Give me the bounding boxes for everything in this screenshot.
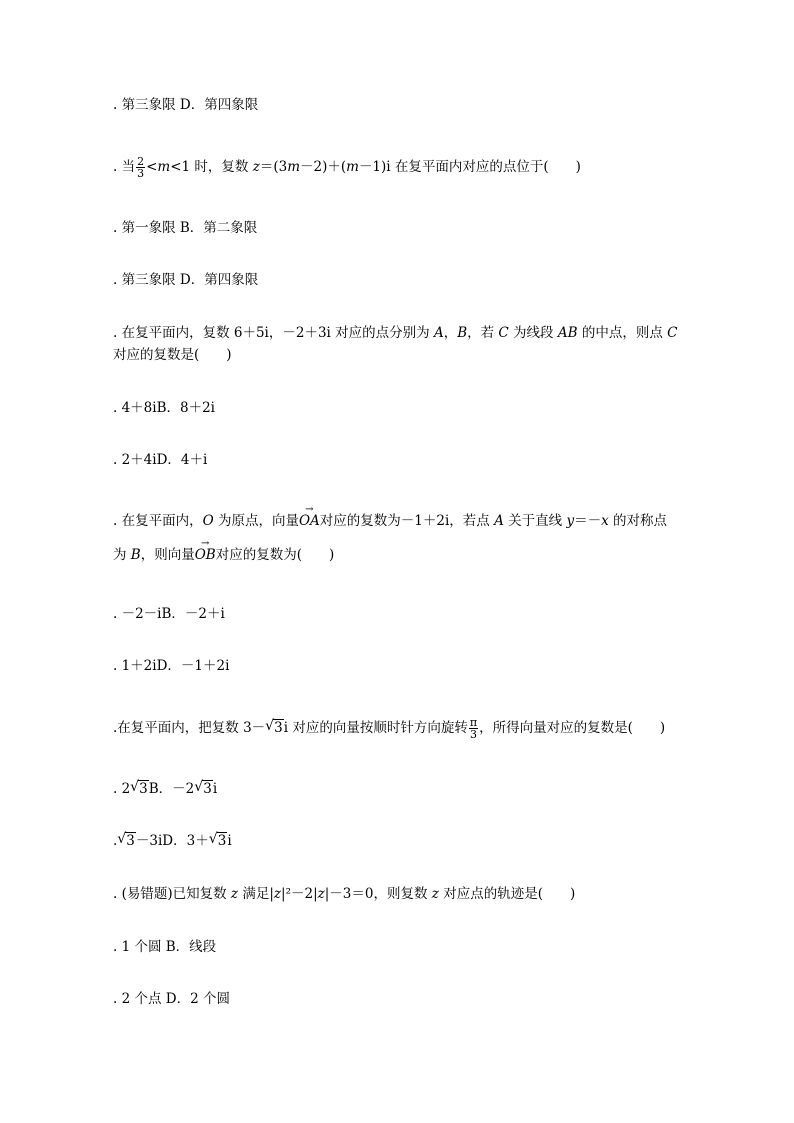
text-run: |－3＝0，则复数 <box>324 886 432 902</box>
radicand: 3 <box>126 833 135 849</box>
question-midpoint <box>113 323 677 343</box>
fraction-denominator: 3 <box>469 728 477 741</box>
question-locus <box>113 884 575 904</box>
text-run: . (易错题)已知复数 <box>113 886 231 902</box>
text-run: . <box>113 833 118 849</box>
options-line <box>113 831 232 851</box>
text-run: 关于直线 <box>503 513 567 529</box>
sqrt <box>265 718 284 738</box>
text-run: i 对应的向量按顺时针方向旋转 <box>283 720 468 736</box>
text-run: . 在复平面内， <box>113 513 203 529</box>
text-run: 的中点，则点 <box>577 325 668 341</box>
sqrt <box>117 831 136 851</box>
math-var: B <box>457 325 468 341</box>
text-run: .在复平面内，把复数 3－ <box>113 720 266 736</box>
radicand: 3 <box>274 720 283 736</box>
text-run: ， <box>443 325 458 341</box>
fraction-numerator: 2 <box>137 155 145 168</box>
text-run: < <box>146 159 158 175</box>
text-run: . 当 <box>113 159 136 175</box>
text-line: . 1＋2iD．－1＋2i <box>113 658 230 674</box>
sqrt <box>130 779 149 799</box>
math-var: y <box>566 513 575 529</box>
radicand: 3 <box>217 833 227 849</box>
text-line: . 1 个圆 B．线段 <box>113 939 217 955</box>
question-vector-symmetry-cont <box>113 545 334 565</box>
sqrt <box>209 831 228 851</box>
fraction <box>469 717 478 740</box>
text-run: －3iD．3＋ <box>135 833 209 849</box>
text-line: . 第一象限 B．第二象限 <box>113 220 258 236</box>
fraction-denominator: 3 <box>137 167 145 180</box>
math-var: z <box>252 159 260 175</box>
text-line: . 第三象限 D．第四象限 <box>113 272 259 288</box>
math-var: z <box>230 886 239 902</box>
text-line: . 2＋4iD．4＋i <box>113 452 208 468</box>
text-run: 为线段 <box>508 325 558 341</box>
radicand: 3 <box>139 781 148 797</box>
text-run: . 在复平面内，复数 6＋5i，－2＋3i 对应的点分别为 <box>113 325 434 341</box>
vector-oa: → OA <box>299 511 320 531</box>
text-run: －2)＋( <box>300 159 347 175</box>
text-run: 的对称点 <box>608 513 667 529</box>
math-var: z <box>317 886 325 902</box>
math-var: C <box>498 325 509 341</box>
math-var: m <box>287 159 300 175</box>
text-run: 为原点，向量 <box>213 513 299 529</box>
math-var: m <box>346 159 359 175</box>
vector-ob: → OB <box>195 545 216 565</box>
fraction-numerator: π <box>469 716 478 729</box>
math-var: z <box>273 886 282 902</box>
text-run: i <box>212 781 218 797</box>
text-run: . 2 <box>113 781 131 797</box>
text-line: . －2－iB．－2＋i <box>113 606 225 622</box>
text-run: 满足| <box>238 886 274 902</box>
text-run: －1)i 在复平面内对应的点位于( ) <box>358 159 581 175</box>
text-run: i <box>227 833 232 849</box>
question-rotation <box>113 717 665 740</box>
math-var: z <box>431 886 439 902</box>
text-run: 为 <box>113 547 131 563</box>
text-line: . 第三象限 D．第四象限 <box>113 97 259 113</box>
text-run: 对应点的轨迹是( ) <box>438 886 576 902</box>
text-run: |²－2| <box>281 886 318 902</box>
text-run: ＝－ <box>574 513 602 529</box>
text-line: 对应的复数是( ) <box>113 347 232 363</box>
text-run: 对应的复数为－1＋2i，若点 <box>319 513 495 529</box>
text-line: . 4＋8iB．8＋2i <box>113 400 215 416</box>
math-var: C <box>667 325 678 341</box>
math-var: O <box>202 513 214 529</box>
text-run: B．－2 <box>148 781 195 797</box>
math-var: x <box>601 513 609 529</box>
options-line <box>113 779 217 799</box>
math-var: m <box>157 159 171 175</box>
text-run: ＝(3 <box>259 159 288 175</box>
text-run: ，若 <box>467 325 499 341</box>
sqrt <box>194 779 213 799</box>
math-var: AB <box>557 325 578 341</box>
fraction <box>136 156 145 179</box>
question-vector-symmetry <box>113 511 667 531</box>
radicand: 3 <box>203 781 212 797</box>
question-when-m-range <box>113 156 581 179</box>
text-run: 对应的复数为( ) <box>215 547 335 563</box>
math-var: A <box>494 513 504 529</box>
math-var: A <box>433 325 444 341</box>
text-run: ，则向量 <box>140 547 195 563</box>
math-var: B <box>130 547 141 563</box>
text-line: . 2 个点 D．2 个圆 <box>113 991 230 1007</box>
text-run: ，所得向量对应的复数是( ) <box>479 720 666 736</box>
text-run: <1 时，复数 <box>170 159 253 175</box>
